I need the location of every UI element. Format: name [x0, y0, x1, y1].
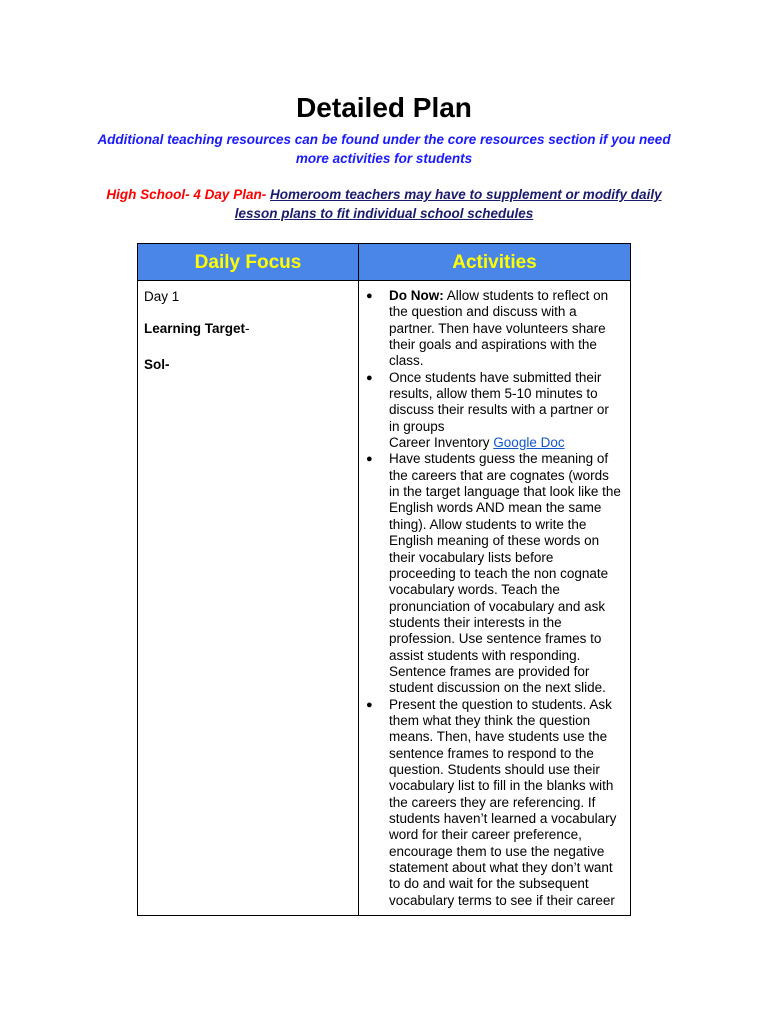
bullet-icon: ● [366, 290, 373, 302]
google-doc-link[interactable]: Google Doc [493, 435, 565, 451]
day-label: Day 1 [144, 289, 180, 304]
lesson-plan-table [137, 243, 631, 916]
sol-label: Sol- [144, 356, 170, 372]
learning-target [144, 321, 350, 337]
bullet-icon: ● [366, 453, 373, 466]
learning-target-label: Learning Target [144, 321, 246, 337]
question-text: Present the question to students. Ask them what they think the question means. Then, have students use the sentence frames to respond to the question. Students should use their vocabulary list to fill in the blanks with the careers they are referencing. If students haven’t learned a vocabulary word for their career preference, encourage them to use the negative statement about what they don’t want to do and wait for the subsequent vocabulary terms to see if their career [389, 696, 617, 908]
daily-focus-header: Daily Focus [194, 252, 302, 273]
results-text: Once students have submitted their results, allow them 5-10 minutes to discuss their results with a partner or in groups [389, 369, 609, 434]
do-now-text: Allow students to reflect on the question and discuss with a partner. Then have volunteers share their goals and aspirations with the class. [389, 288, 609, 369]
activity-item-cognates [359, 451, 630, 696]
activities-list [359, 288, 630, 909]
page-title: Detailed Plan [296, 92, 472, 123]
career-inventory-label: Career Inventory [389, 435, 494, 451]
table-header-row [138, 244, 630, 281]
resources-note: Additional teaching resources can be found under the core resources section if you need more activities for students [97, 132, 671, 166]
cognates-text: Have students guess the meaning of the careers that are cognates (words in the target language that look like the English words AND mean the same thing). Allow students to write the English meaning of these words on their vocabulary lists before proceeding to teach the non cognate vocabulary words. Teach the pronunciation of vocabulary and ask students their interests in the profession. Use sentence frames to assist students with responding. Sentence frames are provided for student discussion on the next slide. [389, 451, 621, 696]
learning-target-suffix: - [245, 321, 250, 337]
activities-header: Activities [452, 252, 537, 273]
plan-note: Homeroom teachers may have to supplement or modify daily lesson plans to fit individual school schedules [234, 187, 662, 221]
activity-item-question [359, 697, 630, 909]
activity-item-do-now [359, 288, 630, 370]
activity-item-results [359, 370, 630, 452]
activities-cell [359, 288, 630, 915]
plan-label: High School- 4 Day Plan- [106, 187, 267, 202]
do-now-label: Do Now: [389, 288, 444, 303]
daily-focus-cell [144, 289, 350, 373]
bullet-icon: ● [366, 371, 373, 384]
plan-line [84, 185, 684, 223]
bullet-icon: ● [366, 698, 373, 711]
